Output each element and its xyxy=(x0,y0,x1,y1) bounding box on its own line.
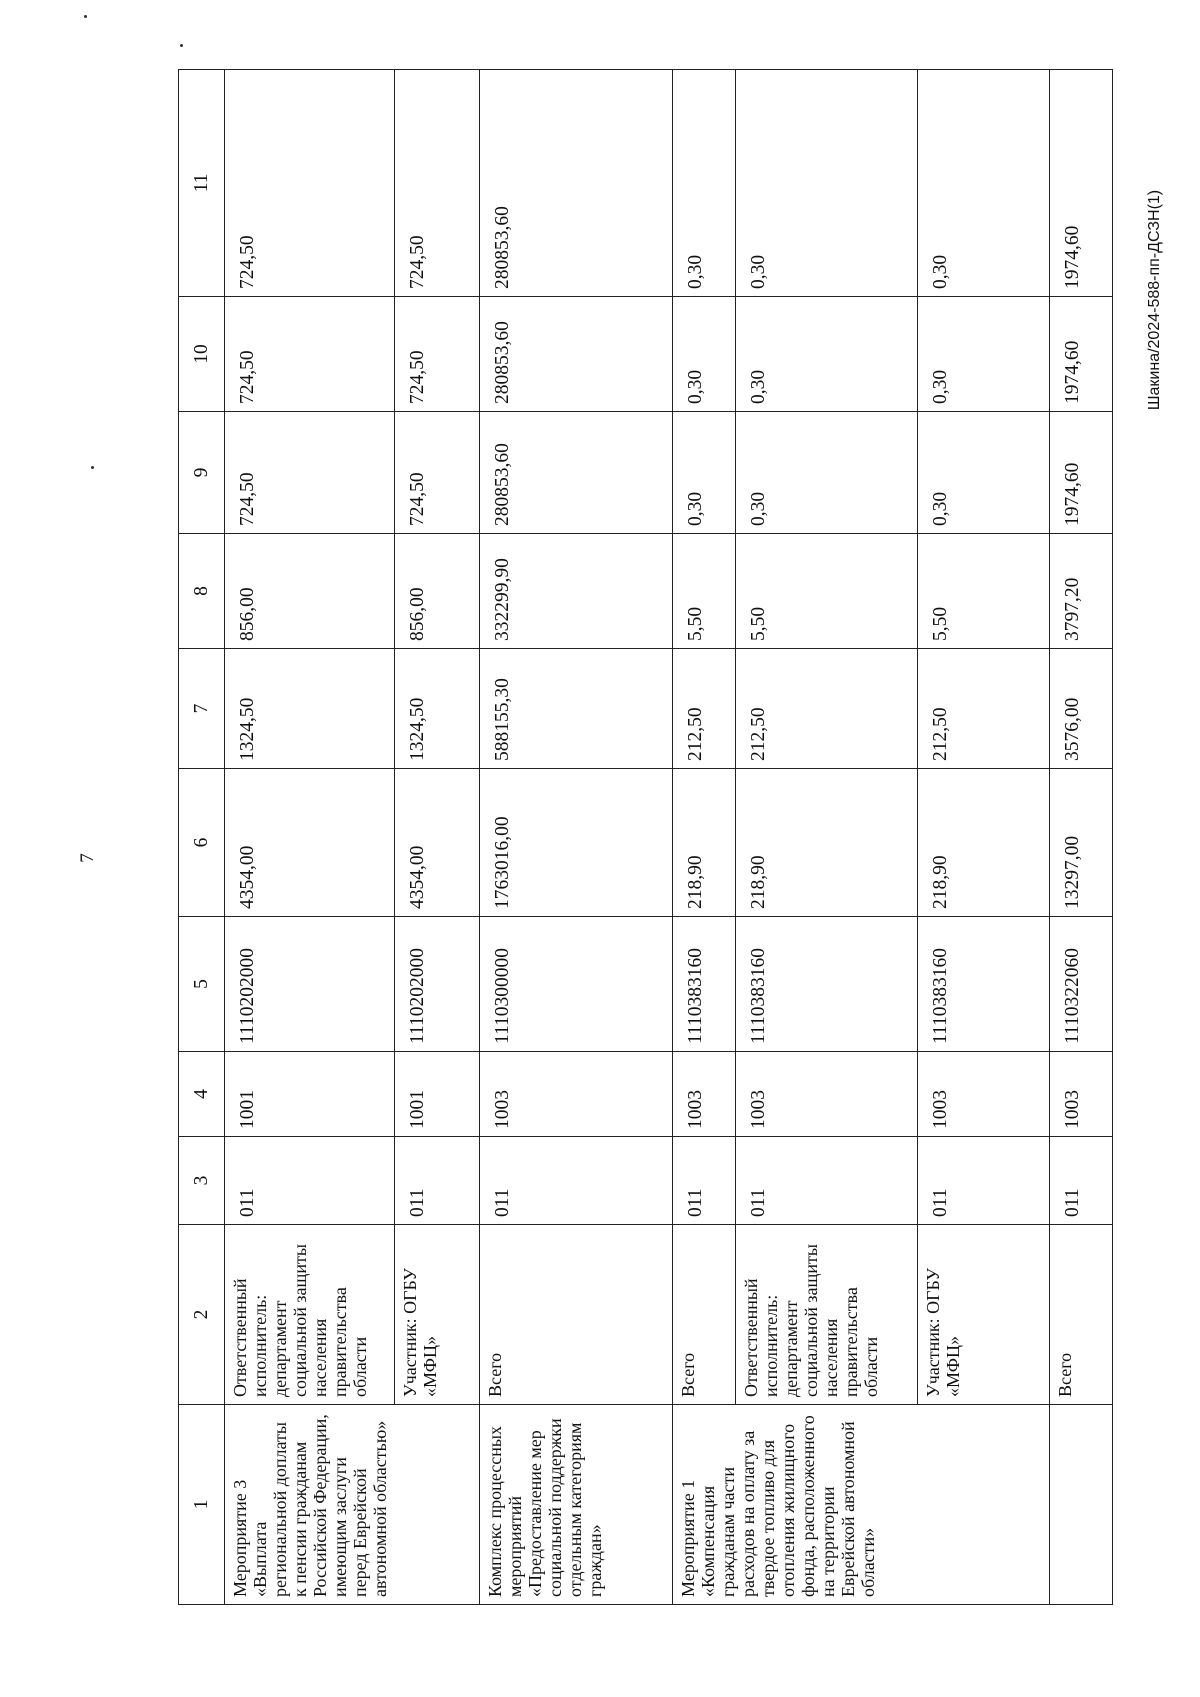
activity-name-cell xyxy=(1050,1405,1113,1605)
value-9-cell: 1974,60 xyxy=(1050,412,1113,534)
value-10-cell: 0,30 xyxy=(736,297,918,412)
document-stamp: Шакина/2024-588-пп-ДСЗН(1) xyxy=(1146,189,1163,411)
value-10-cell: 724,50 xyxy=(225,297,395,412)
value-8-cell: 3797,20 xyxy=(1050,534,1113,649)
header-cell-11: 11 xyxy=(179,70,225,297)
header-cell-1: 1 xyxy=(179,1405,225,1605)
value-9-cell: 724,50 xyxy=(225,412,395,534)
code-5-cell: 1110202000 xyxy=(225,917,395,1052)
code-5-cell: 1110383160 xyxy=(736,917,918,1052)
code-3-cell: 011 xyxy=(480,1137,673,1225)
activity-name-cell: Мероприятие 1 «Компенсация гражданам части расходов на оплату за твердое топливо для отопления жилищного фонда, расположенного на территории Еврейской автономной области» xyxy=(673,1405,1050,1605)
code-3-cell: 011 xyxy=(673,1137,736,1225)
value-6-cell: 13297,00 xyxy=(1050,769,1113,917)
header-cell-8: 8 xyxy=(179,534,225,649)
responsible-cell: Участник: ОГБУ «МФЦ» xyxy=(918,1225,1050,1405)
value-10-cell: 0,30 xyxy=(918,297,1050,412)
code-4-cell: 1001 xyxy=(225,1052,395,1137)
code-3-cell: 011 xyxy=(1050,1137,1113,1225)
header-cell-4: 4 xyxy=(179,1052,225,1137)
value-11-cell: 724,50 xyxy=(225,70,395,297)
value-8-cell: 5,50 xyxy=(918,534,1050,649)
scan-speck xyxy=(91,466,94,469)
header-cell-9: 9 xyxy=(179,412,225,534)
header-cell-10: 10 xyxy=(179,297,225,412)
value-9-cell: 280853,60 xyxy=(480,412,673,534)
code-5-cell: 1110202000 xyxy=(395,917,480,1052)
responsible-cell: Всего xyxy=(673,1225,736,1405)
code-5-cell: 1110322060 xyxy=(1050,917,1113,1052)
value-7-cell: 3576,00 xyxy=(1050,649,1113,769)
value-10-cell: 724,50 xyxy=(395,297,480,412)
code-3-cell: 011 xyxy=(225,1137,395,1225)
value-8-cell: 5,50 xyxy=(736,534,918,649)
value-8-cell: 856,00 xyxy=(225,534,395,649)
value-11-cell: 0,30 xyxy=(918,70,1050,297)
value-7-cell: 212,50 xyxy=(918,649,1050,769)
value-11-cell: 724,50 xyxy=(395,70,480,297)
value-7-cell: 588155,30 xyxy=(480,649,673,769)
code-4-cell: 1003 xyxy=(918,1052,1050,1137)
responsible-cell: Ответственный исполнитель: департамент социальной защиты населения правительства области xyxy=(736,1225,918,1405)
code-4-cell: 1003 xyxy=(673,1052,736,1137)
table-row xyxy=(1050,70,1113,1605)
code-3-cell: 011 xyxy=(395,1137,480,1225)
header-cell-6: 6 xyxy=(179,769,225,917)
code-5-cell: 1110300000 xyxy=(480,917,673,1052)
page-number: 7 xyxy=(77,853,98,863)
responsible-cell: Участник: ОГБУ «МФЦ» xyxy=(395,1225,480,1405)
value-6-cell: 218,90 xyxy=(736,769,918,917)
table-row xyxy=(673,70,736,1605)
responsible-cell: Всего xyxy=(480,1225,673,1405)
value-10-cell: 0,30 xyxy=(673,297,736,412)
value-8-cell: 332299,90 xyxy=(480,534,673,649)
value-6-cell: 4354,00 xyxy=(225,769,395,917)
value-9-cell: 724,50 xyxy=(395,412,480,534)
table-row xyxy=(225,70,395,1605)
responsible-cell: Ответственный исполнитель: департамент социальной защиты населения правительства области xyxy=(225,1225,395,1405)
value-11-cell: 0,30 xyxy=(736,70,918,297)
code-4-cell: 1003 xyxy=(1050,1052,1113,1137)
table-header-row xyxy=(179,70,225,1605)
responsible-cell: Всего xyxy=(1050,1225,1113,1405)
scan-speck xyxy=(180,44,183,47)
code-4-cell: 1001 xyxy=(395,1052,480,1137)
table-row xyxy=(480,70,673,1605)
code-3-cell: 011 xyxy=(736,1137,918,1225)
value-9-cell: 0,30 xyxy=(673,412,736,534)
value-7-cell: 1324,50 xyxy=(395,649,480,769)
activity-name-cell: Мероприятие 3 «Выплата региональной доплаты к пенсии гражданам Российской Федерации, имеющим заслуги перед Еврейской автономной областью» xyxy=(225,1405,480,1605)
header-cell-3: 3 xyxy=(179,1137,225,1225)
value-10-cell: 1974,60 xyxy=(1050,297,1113,412)
value-9-cell: 0,30 xyxy=(918,412,1050,534)
value-8-cell: 856,00 xyxy=(395,534,480,649)
value-11-cell: 280853,60 xyxy=(480,70,673,297)
value-6-cell: 218,90 xyxy=(918,769,1050,917)
table-frame xyxy=(178,70,1098,1605)
table-row xyxy=(918,70,1050,1605)
header-cell-5: 5 xyxy=(179,917,225,1052)
value-6-cell: 218,90 xyxy=(673,769,736,917)
value-10-cell: 280853,60 xyxy=(480,297,673,412)
table-row xyxy=(736,70,918,1605)
value-11-cell: 1974,60 xyxy=(1050,70,1113,297)
code-3-cell: 011 xyxy=(918,1137,1050,1225)
value-7-cell: 212,50 xyxy=(673,649,736,769)
value-7-cell: 212,50 xyxy=(736,649,918,769)
value-9-cell: 0,30 xyxy=(736,412,918,534)
value-11-cell: 0,30 xyxy=(673,70,736,297)
code-5-cell: 1110383160 xyxy=(673,917,736,1052)
scan-speck xyxy=(84,15,87,18)
code-5-cell: 1110383160 xyxy=(918,917,1050,1052)
code-4-cell: 1003 xyxy=(736,1052,918,1137)
table-row xyxy=(395,70,480,1605)
budget-table xyxy=(178,69,1113,1605)
header-cell-2: 2 xyxy=(179,1225,225,1405)
value-6-cell: 1763016,00 xyxy=(480,769,673,917)
header-cell-7: 7 xyxy=(179,649,225,769)
value-7-cell: 1324,50 xyxy=(225,649,395,769)
activity-name-cell: Комплекс процессных мероприятий «Предоставление мер социальной поддержки отдельным категориям граждан» xyxy=(480,1405,673,1605)
code-4-cell: 1003 xyxy=(480,1052,673,1137)
value-8-cell: 5,50 xyxy=(673,534,736,649)
value-6-cell: 4354,00 xyxy=(395,769,480,917)
